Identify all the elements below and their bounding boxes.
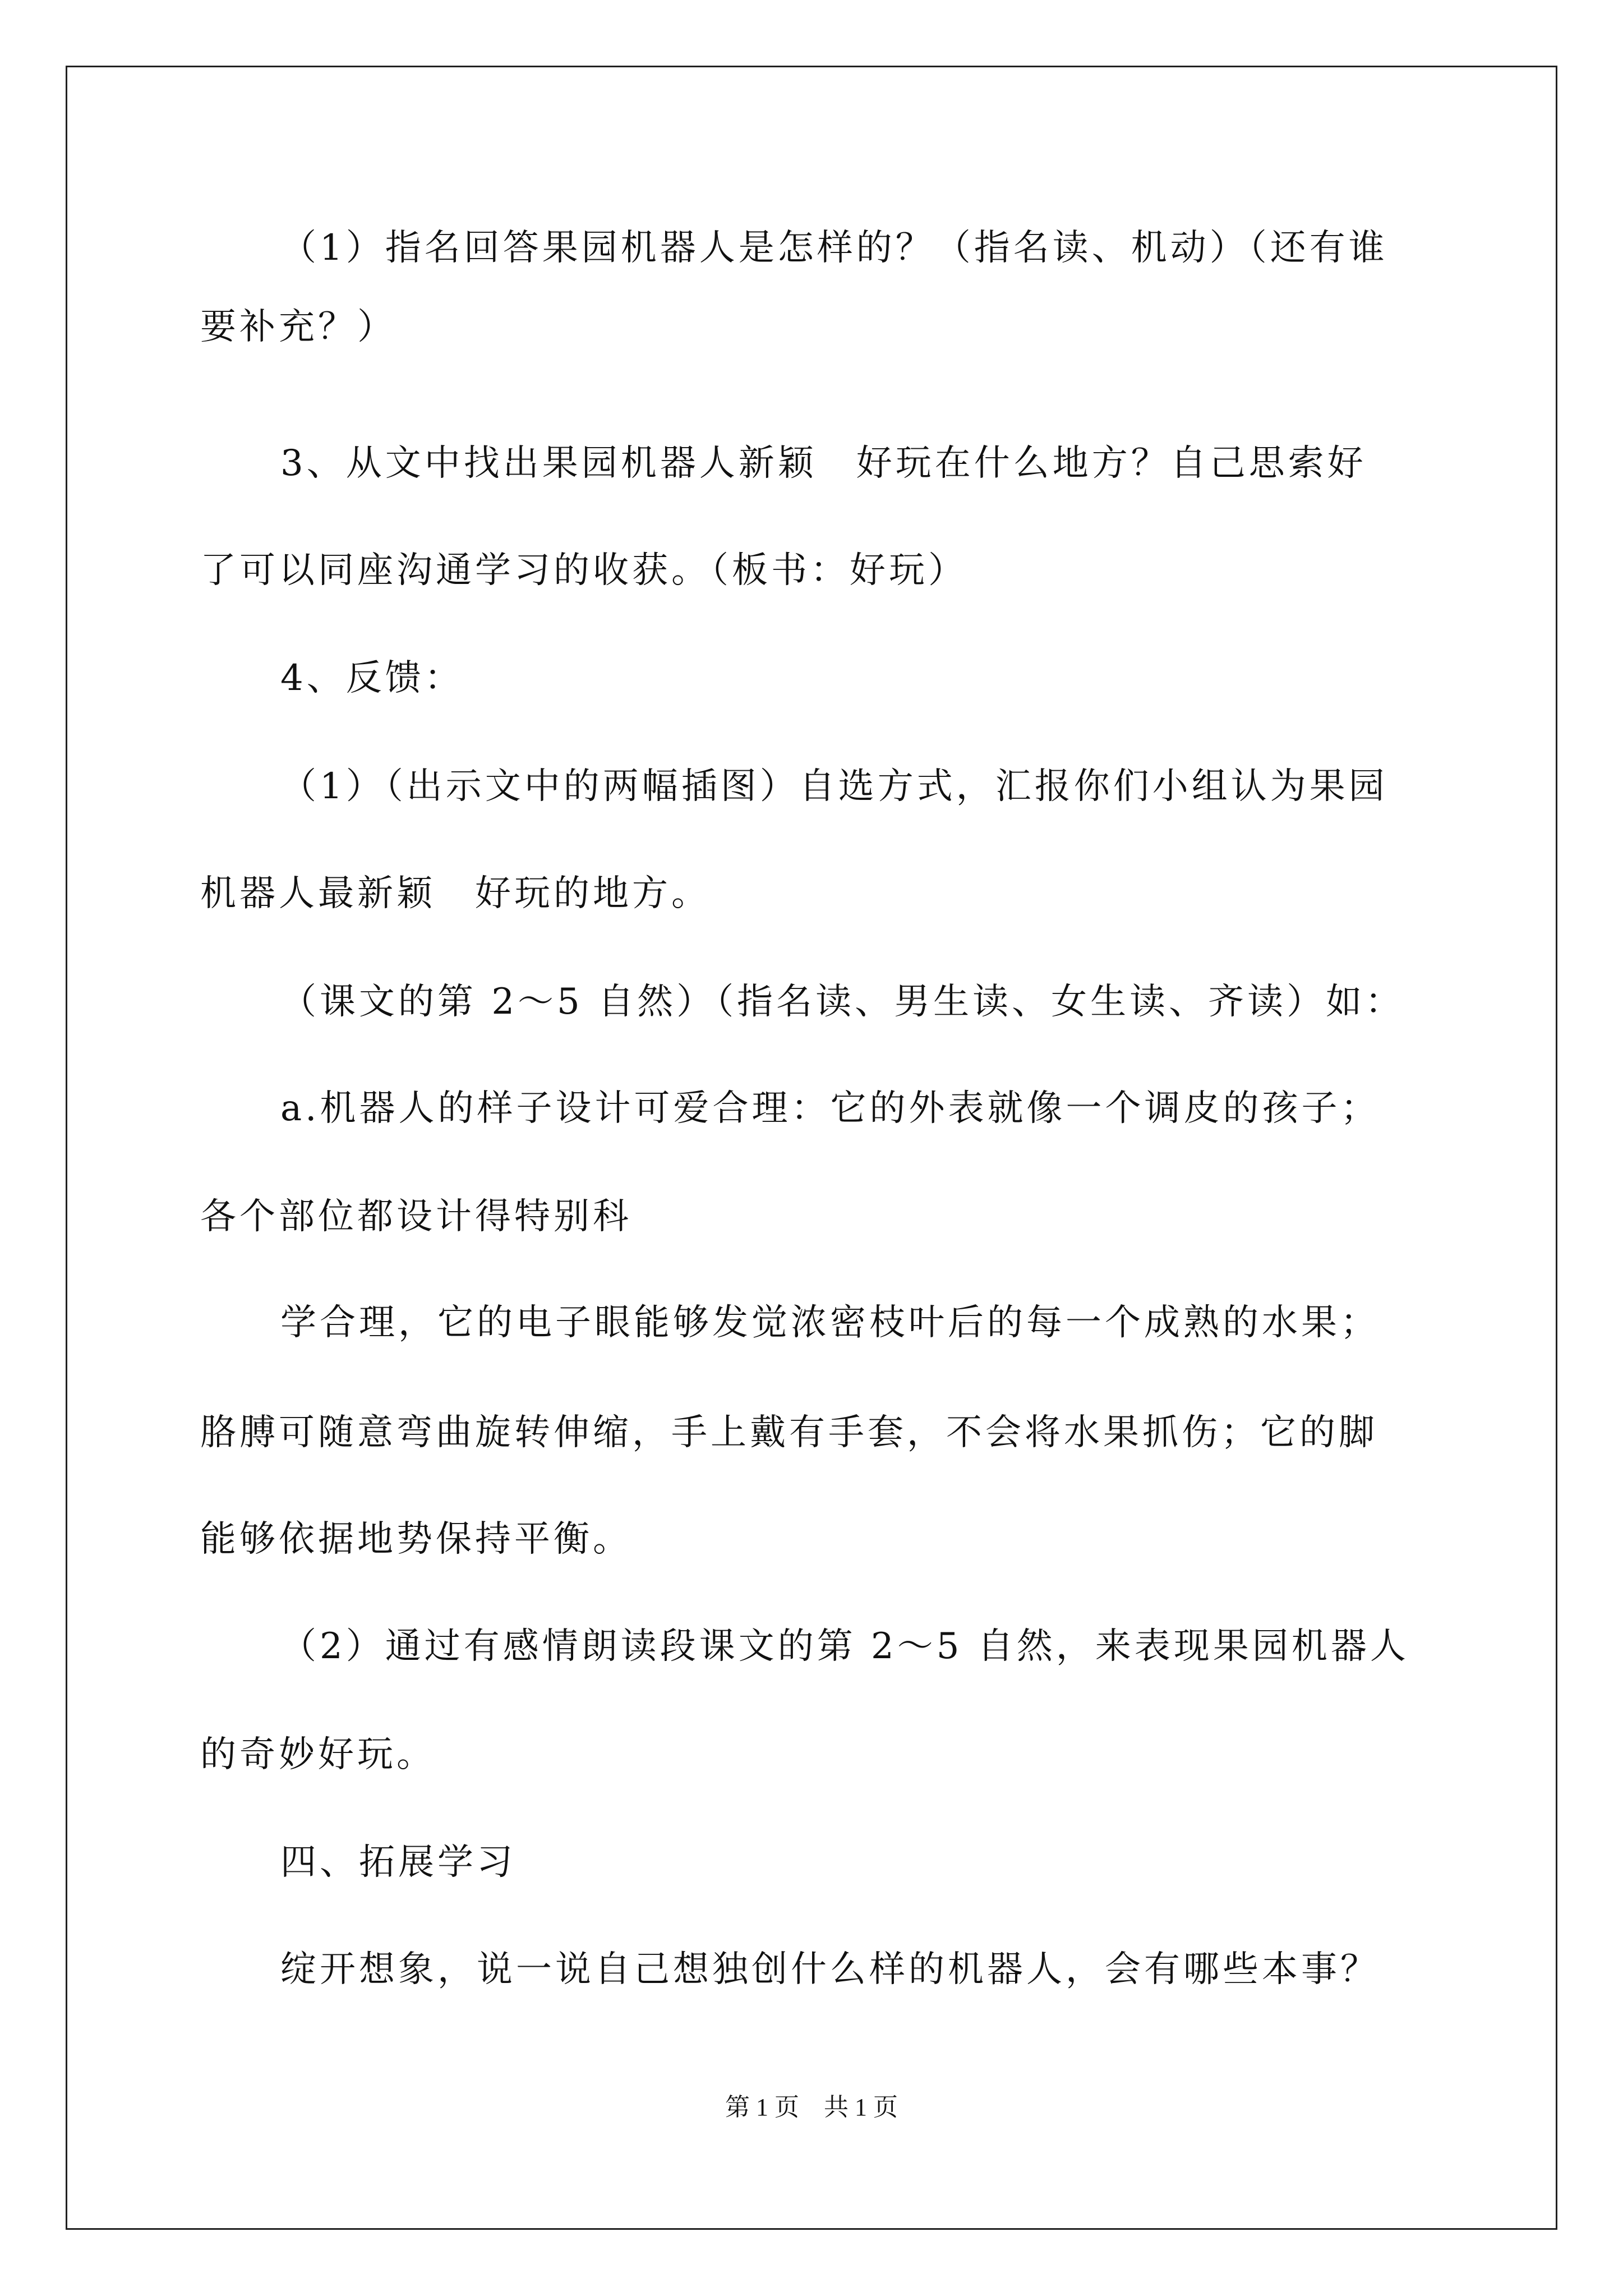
paragraph-line: （课文的第 2～5 自然）（指名读、男生读、女生读、齐读）如：	[280, 981, 1405, 1023]
paragraph-line: 要补充？）	[200, 306, 396, 348]
paragraph-line: 了可以同座沟通学习的收获。（板书：好玩）	[200, 550, 967, 591]
paragraph-line: 机器人最新颖 好玩的地方。	[200, 873, 711, 914]
page-border	[66, 66, 1557, 2230]
paragraph-line: （1）指名回答果园机器人是怎样的？（指名读、机动）（还有谁	[280, 227, 1388, 269]
paragraph-line: 各个部位都设计得特别科	[200, 1196, 632, 1237]
paragraph-line: 3、从文中找出果园机器人新颖 好玩在什么地方？自己思索好	[280, 443, 1367, 484]
paragraph-line: 绽开想象，说一说自己想独创什么样的机器人，会有哪些本事？	[280, 1949, 1380, 1990]
paragraph-line: 四、拓展学习	[280, 1842, 516, 1883]
paragraph-line: 的奇妙好玩。	[200, 1734, 436, 1775]
paragraph-line: 能够依据地势保持平衡。	[200, 1519, 632, 1560]
paragraph-line: 学合理，它的电子眼能够发觉浓密枝叶后的每一个成熟的水果；	[280, 1302, 1380, 1343]
paragraph-line: （2）通过有感情朗读段课文的第 2～5 自然，来表现果园机器人	[280, 1626, 1409, 1667]
paragraph-line: a.机器人的样子设计可爱合理：它的外表就像一个调皮的孩子；	[280, 1088, 1380, 1129]
page-footer: 第 1 页 共 1 页	[725, 2093, 898, 2121]
paragraph-line: 胳膊可随意弯曲旋转伸缩，手上戴有手套，不会将水果抓伤；它的脚	[200, 1412, 1378, 1453]
paragraph-line: （1）（出示文中的两幅插图）自选方式，汇报你们小组认为果园	[280, 766, 1388, 807]
paragraph-line: 4、反馈：	[280, 657, 464, 699]
